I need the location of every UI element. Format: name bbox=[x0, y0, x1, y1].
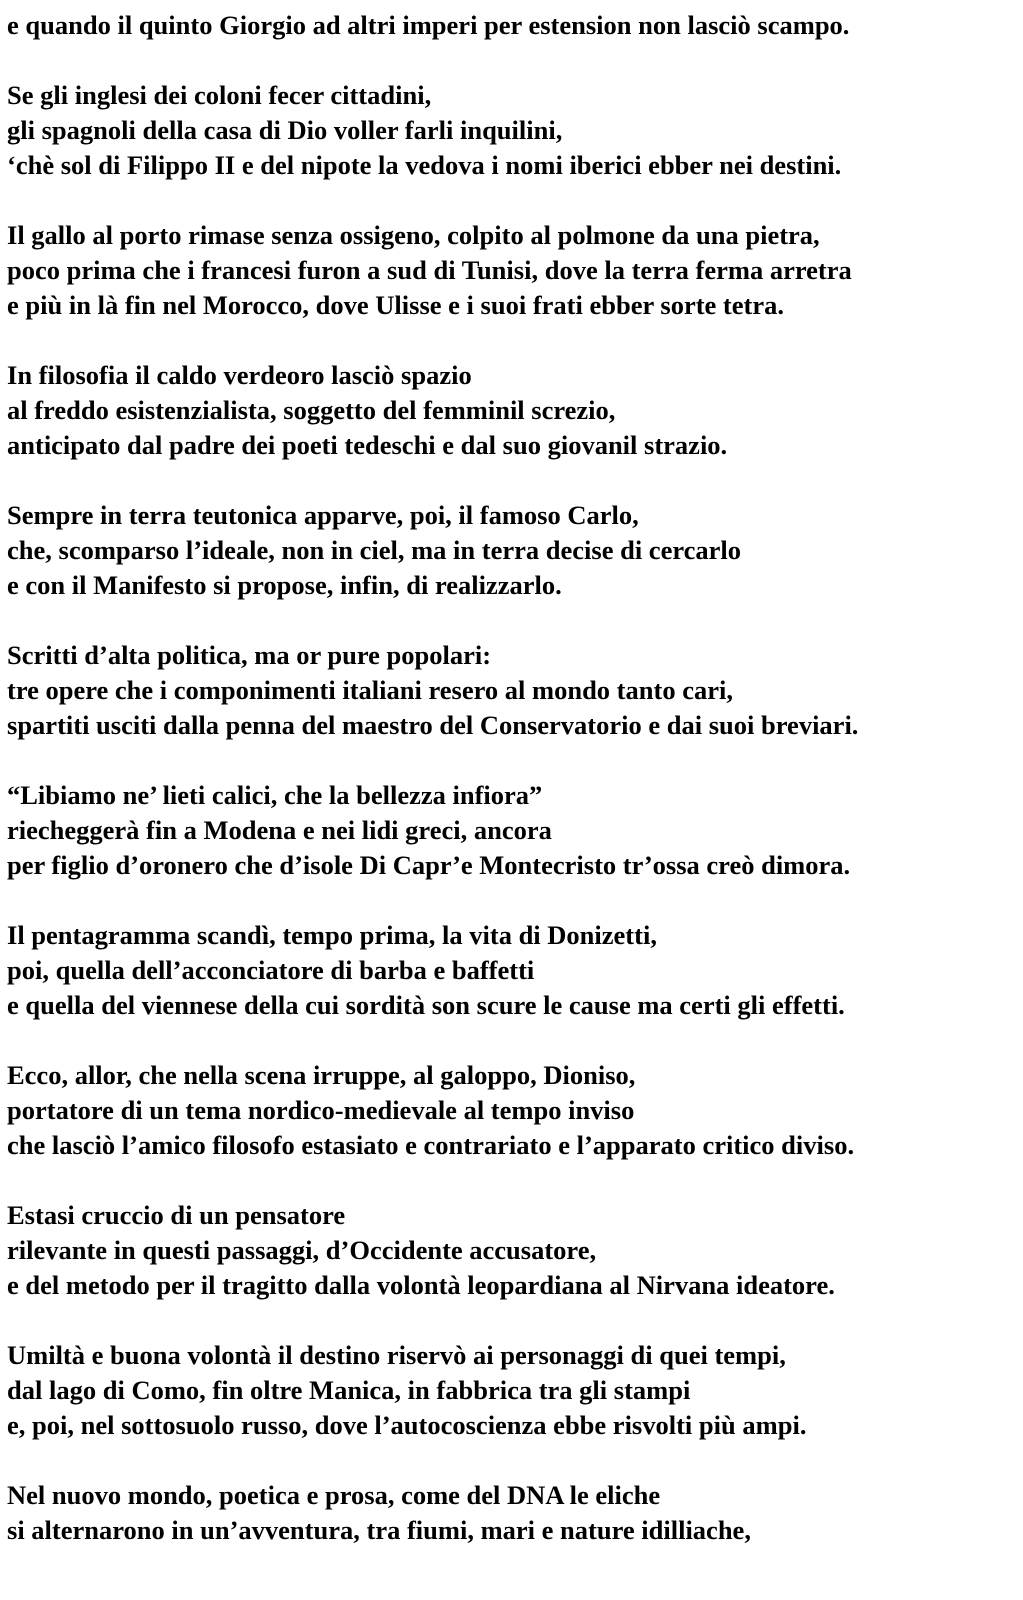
verse-line: e, poi, nel sottosuolo russo, dove l’autocoscienza ebbe risvolti più ampi. bbox=[7, 1410, 807, 1440]
stanza-4 bbox=[7, 358, 1017, 463]
verse-line: e del metodo per il tragitto dalla volontà leopardiana al Nirvana ideatore. bbox=[7, 1270, 835, 1300]
verse-line: che, scomparso l’ideale, non in ciel, ma in terra decise di cercarlo bbox=[7, 535, 742, 565]
verse-line: portatore di un tema nordico-medievale al tempo inviso bbox=[7, 1095, 635, 1125]
stanza-2 bbox=[7, 78, 1017, 183]
verse-line: Estasi cruccio di un pensatore bbox=[7, 1200, 346, 1230]
verse-line: In filosofia il caldo verdeoro lasciò spazio bbox=[7, 360, 472, 390]
verse-line: spartiti usciti dalla penna del maestro del Conservatorio e dai suoi breviari. bbox=[7, 710, 859, 740]
verse-line: al freddo esistenzialista, soggetto del femminil screzio, bbox=[7, 395, 616, 425]
verse-line: riecheggerà fin a Modena e nei lidi greci, ancora bbox=[7, 815, 552, 845]
verse-line: poco prima che i francesi furon a sud di Tunisi, dove la terra ferma arretra bbox=[7, 255, 852, 285]
verse-line: Ecco, allor, che nella scena irruppe, al galoppo, Dioniso, bbox=[7, 1060, 636, 1090]
verse-line: Se gli inglesi dei coloni fecer cittadini, bbox=[7, 80, 432, 110]
verse-line: si alternarono in un’avventura, tra fiumi, mari e nature idilliache, bbox=[7, 1515, 751, 1545]
verse-line: ‘chè sol di Filippo II e del nipote la vedova i nomi iberici ebber nei destini. bbox=[7, 150, 842, 180]
verse-line: Il pentagramma scandì, tempo prima, la vita di Donizetti, bbox=[7, 920, 657, 950]
verse-line: e quando il quinto Giorgio ad altri imperi per estension non lasciò scampo. bbox=[7, 10, 850, 40]
verse-line: gli spagnoli della casa di Dio voller farli inquilini, bbox=[7, 115, 563, 145]
verse-line: Umiltà e buona volontà il destino riservò ai personaggi di quei tempi, bbox=[7, 1340, 786, 1370]
verse-line: e con il Manifesto si propose, infin, di realizzarlo. bbox=[7, 570, 562, 600]
verse-line: per figlio d’oronero che d’isole Di Capr’e Montecristo tr’ossa creò dimora. bbox=[7, 850, 851, 880]
stanza-7 bbox=[7, 778, 1017, 883]
verse-line: anticipato dal padre dei poeti tedeschi e dal suo giovanil strazio. bbox=[7, 430, 728, 460]
stanza-3 bbox=[7, 218, 1017, 323]
verse-line: tre opere che i componimenti italiani resero al mondo tanto cari, bbox=[7, 675, 733, 705]
verse-line: “Libiamo ne’ lieti calici, che la bellezza infiora” bbox=[7, 780, 543, 810]
stanza-11 bbox=[7, 1338, 1017, 1443]
verse-line: dal lago di Como, fin oltre Manica, in fabbrica tra gli stampi bbox=[7, 1375, 691, 1405]
stanza-10 bbox=[7, 1198, 1017, 1303]
stanza-8 bbox=[7, 918, 1017, 1023]
verse-line: e più in là fin nel Morocco, dove Ulisse e i suoi frati ebber sorte tetra. bbox=[7, 290, 784, 320]
verse-line: e quella del viennese della cui sordità son scure le cause ma certi gli effetti. bbox=[7, 990, 845, 1020]
stanza-6 bbox=[7, 638, 1017, 743]
verse-line: Sempre in terra teutonica apparve, poi, il famoso Carlo, bbox=[7, 500, 639, 530]
verse-line: che lasciò l’amico filosofo estasiato e contrariato e l’apparato critico diviso. bbox=[7, 1130, 855, 1160]
verse-line: poi, quella dell’acconciatore di barba e baffetti bbox=[7, 955, 535, 985]
stanza-1 bbox=[7, 8, 1017, 43]
poem-page bbox=[7, 8, 1017, 1583]
verse-line: Nel nuovo mondo, poetica e prosa, come del DNA le eliche bbox=[7, 1480, 661, 1510]
stanza-5 bbox=[7, 498, 1017, 603]
stanza-12 bbox=[7, 1478, 1017, 1548]
verse-line: rilevante in questi passaggi, d’Occidente accusatore, bbox=[7, 1235, 597, 1265]
verse-line: Il gallo al porto rimase senza ossigeno, colpito al polmone da una pietra, bbox=[7, 220, 820, 250]
verse-line: Scritti d’alta politica, ma or pure popolari: bbox=[7, 640, 492, 670]
stanza-9 bbox=[7, 1058, 1017, 1163]
